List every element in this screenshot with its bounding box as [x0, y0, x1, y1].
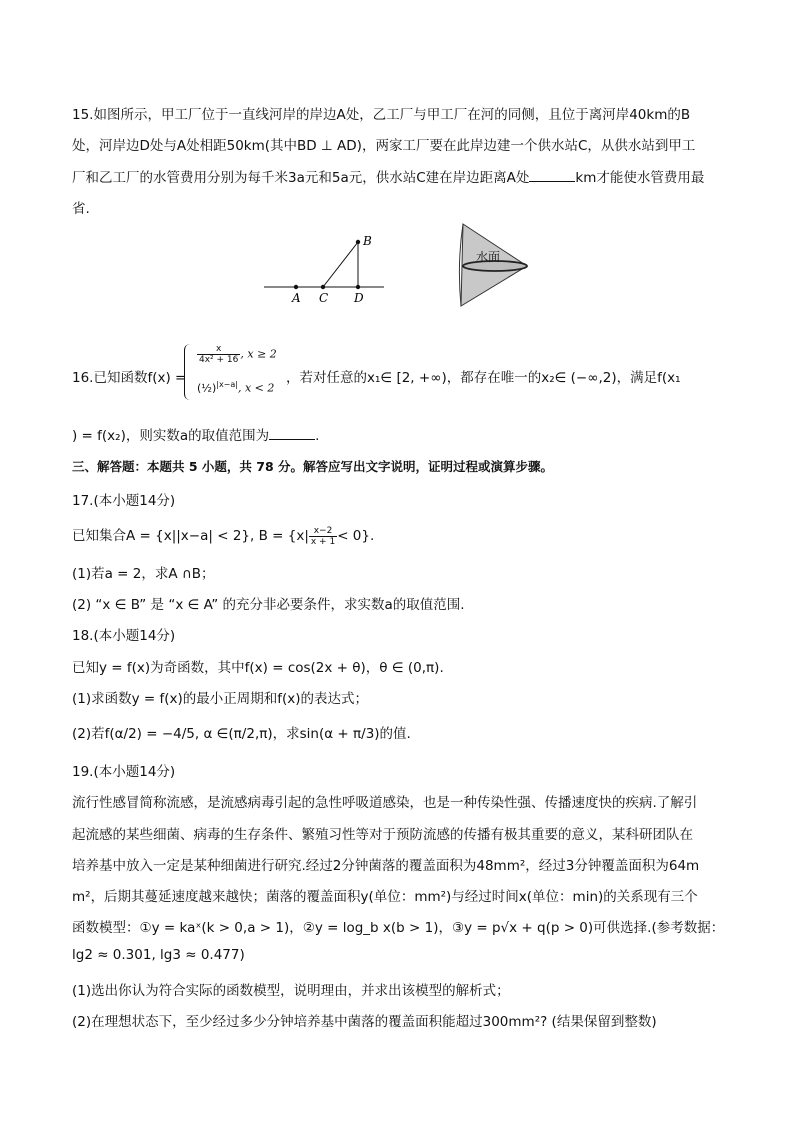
q19-heading: 19.(本小题14分)	[72, 764, 176, 780]
point-b	[356, 240, 360, 244]
q17-set-end: < 0}.	[337, 528, 375, 544]
section-3-heading: 三、解答题：本题共 5 小题，共 78 分。解答应写出文字说明，证明过程或演算步骤。	[72, 459, 554, 474]
point-c	[321, 285, 325, 289]
q17-part-2: (2) “x ∈ B” 是 “x ∈ A” 的充分非必要条件，求实数a的取值范围.	[72, 597, 465, 613]
q18-heading: 18.(本小题14分)	[72, 628, 176, 644]
label-c: C	[319, 291, 329, 305]
q18-part-1: (1)求函数y = f(x)的最小正周期和f(x)的表达式；	[72, 691, 369, 707]
q19-part-2: (2)在理想状态下，至少经过多少分钟培养基中菌落的覆盖面积能超过300mm²? (结果保留到整数)	[72, 1014, 657, 1030]
piece-bottom-exp: |x−a|	[216, 380, 238, 389]
q16-line-1-rest: ，若对任意的x₁∈ [2, +∞)，都存在唯一的x₂∈ (−∞,2)，满足f(x₁	[286, 370, 681, 386]
q16-line-2	[72, 424, 319, 444]
piece-top-cond: , x ≥ 2	[240, 347, 277, 361]
q19-line-2: 起流感的某些细菌、病毒的生存条件、繁殖习性等对于预防流感的传播有极其重要的意义，某科研团队在	[72, 827, 693, 843]
q19-line-5: 函数模型：①y = kaˣ(k > 0,a > 1)，②y = log_b x(b > 1)，③y = p√x + q(p > 0)可供选择.(参考数据：	[72, 920, 725, 936]
q15-line-3	[72, 166, 704, 186]
q19-line-1: 流行性感冒简称流感，是流感病毒引起的急性呼吸道感染，也是一种传染性强、传播速度快的疾病.了解引	[72, 795, 698, 811]
q15-line-3b: km才能使水管费用最	[575, 170, 705, 186]
q19-line-4: m²，后期其蔓延速度越来越快；菌落的覆盖面积y(单位：mm²)与经过时间x(单位：min)的关系现有三个	[72, 889, 698, 905]
piecewise-brace	[184, 344, 195, 400]
piece-top-num: x	[197, 344, 240, 355]
q18-line-1: 已知y = f(x)为奇函数，其中f(x) = cos(2x + θ)，θ ∈ (0,π).	[72, 660, 444, 676]
q17-part-1: (1)若a = 2，求A ∩B；	[72, 566, 215, 582]
label-b: B	[363, 234, 372, 248]
riverbank-figure	[260, 230, 390, 306]
piece-top	[197, 344, 277, 365]
q19-line-6: lg2 ≈ 0.301, lg3 ≈ 0.477)	[72, 947, 245, 963]
point-d	[356, 285, 360, 289]
q15-line-3a: 厂和乙工厂的水管费用分别为每千米3a元和5a元，供水站C建在岸边距离A处	[72, 170, 530, 186]
q16-line-1-intro: 16.已知函数f(x) =	[72, 370, 187, 386]
q15-line-1: 15.如图所示，甲工厂位于一直线河岸的岸边A处，乙工厂与甲工厂在河的同侧，且位于离河岸40km的B	[72, 107, 691, 123]
q17-num: x−2	[309, 526, 337, 537]
water-surface-label: 水面	[476, 250, 501, 264]
label-d: D	[354, 291, 364, 305]
q16-line-2-text: ) = f(x₂)，则实数a的取值范围为	[72, 428, 270, 444]
q19-line-3: 培养基中放入一定是某种细菌进行研究.经过2分钟菌落的覆盖面积为48mm²，经过3分钟覆盖面积为64m	[72, 858, 700, 874]
point-a	[294, 285, 298, 289]
piece-top-fraction	[197, 344, 240, 365]
q15-line-2: 处，河岸边D处与A处相距50km(其中BD ⊥ AD)，两家工厂要在此岸边建一个供水站C，从供水站到甲工	[72, 138, 696, 154]
piece-bottom-base: (½)	[197, 381, 217, 395]
q17-heading: 17.(本小题14分)	[72, 493, 176, 509]
piece-bottom	[197, 380, 274, 395]
q19-part-1: (1)选出你认为符合实际的函数模型，说明理由，并求出该模型的解析式；	[72, 983, 510, 999]
q15-line-4: 省.	[72, 201, 90, 217]
label-a: A	[292, 291, 301, 305]
answer-blank	[529, 169, 575, 182]
cone-figure	[455, 218, 535, 310]
q16-line-2-end: .	[315, 428, 320, 444]
q17-den: x + 1	[310, 536, 336, 547]
answer-blank	[269, 427, 315, 440]
piece-top-den: 4x² + 16	[199, 355, 239, 365]
q17-fraction	[309, 526, 337, 547]
q18-part-2: (2)若f(α/2) = −4/5, α ∈(π/2,π)，求sin(α + π/3)的值.	[72, 726, 411, 742]
q17-set-def: 已知集合A = {x||x−a| < 2}, B = {x|	[72, 528, 309, 544]
piece-bottom-cond: , x < 2	[237, 381, 275, 395]
q17-line-1	[72, 524, 374, 547]
